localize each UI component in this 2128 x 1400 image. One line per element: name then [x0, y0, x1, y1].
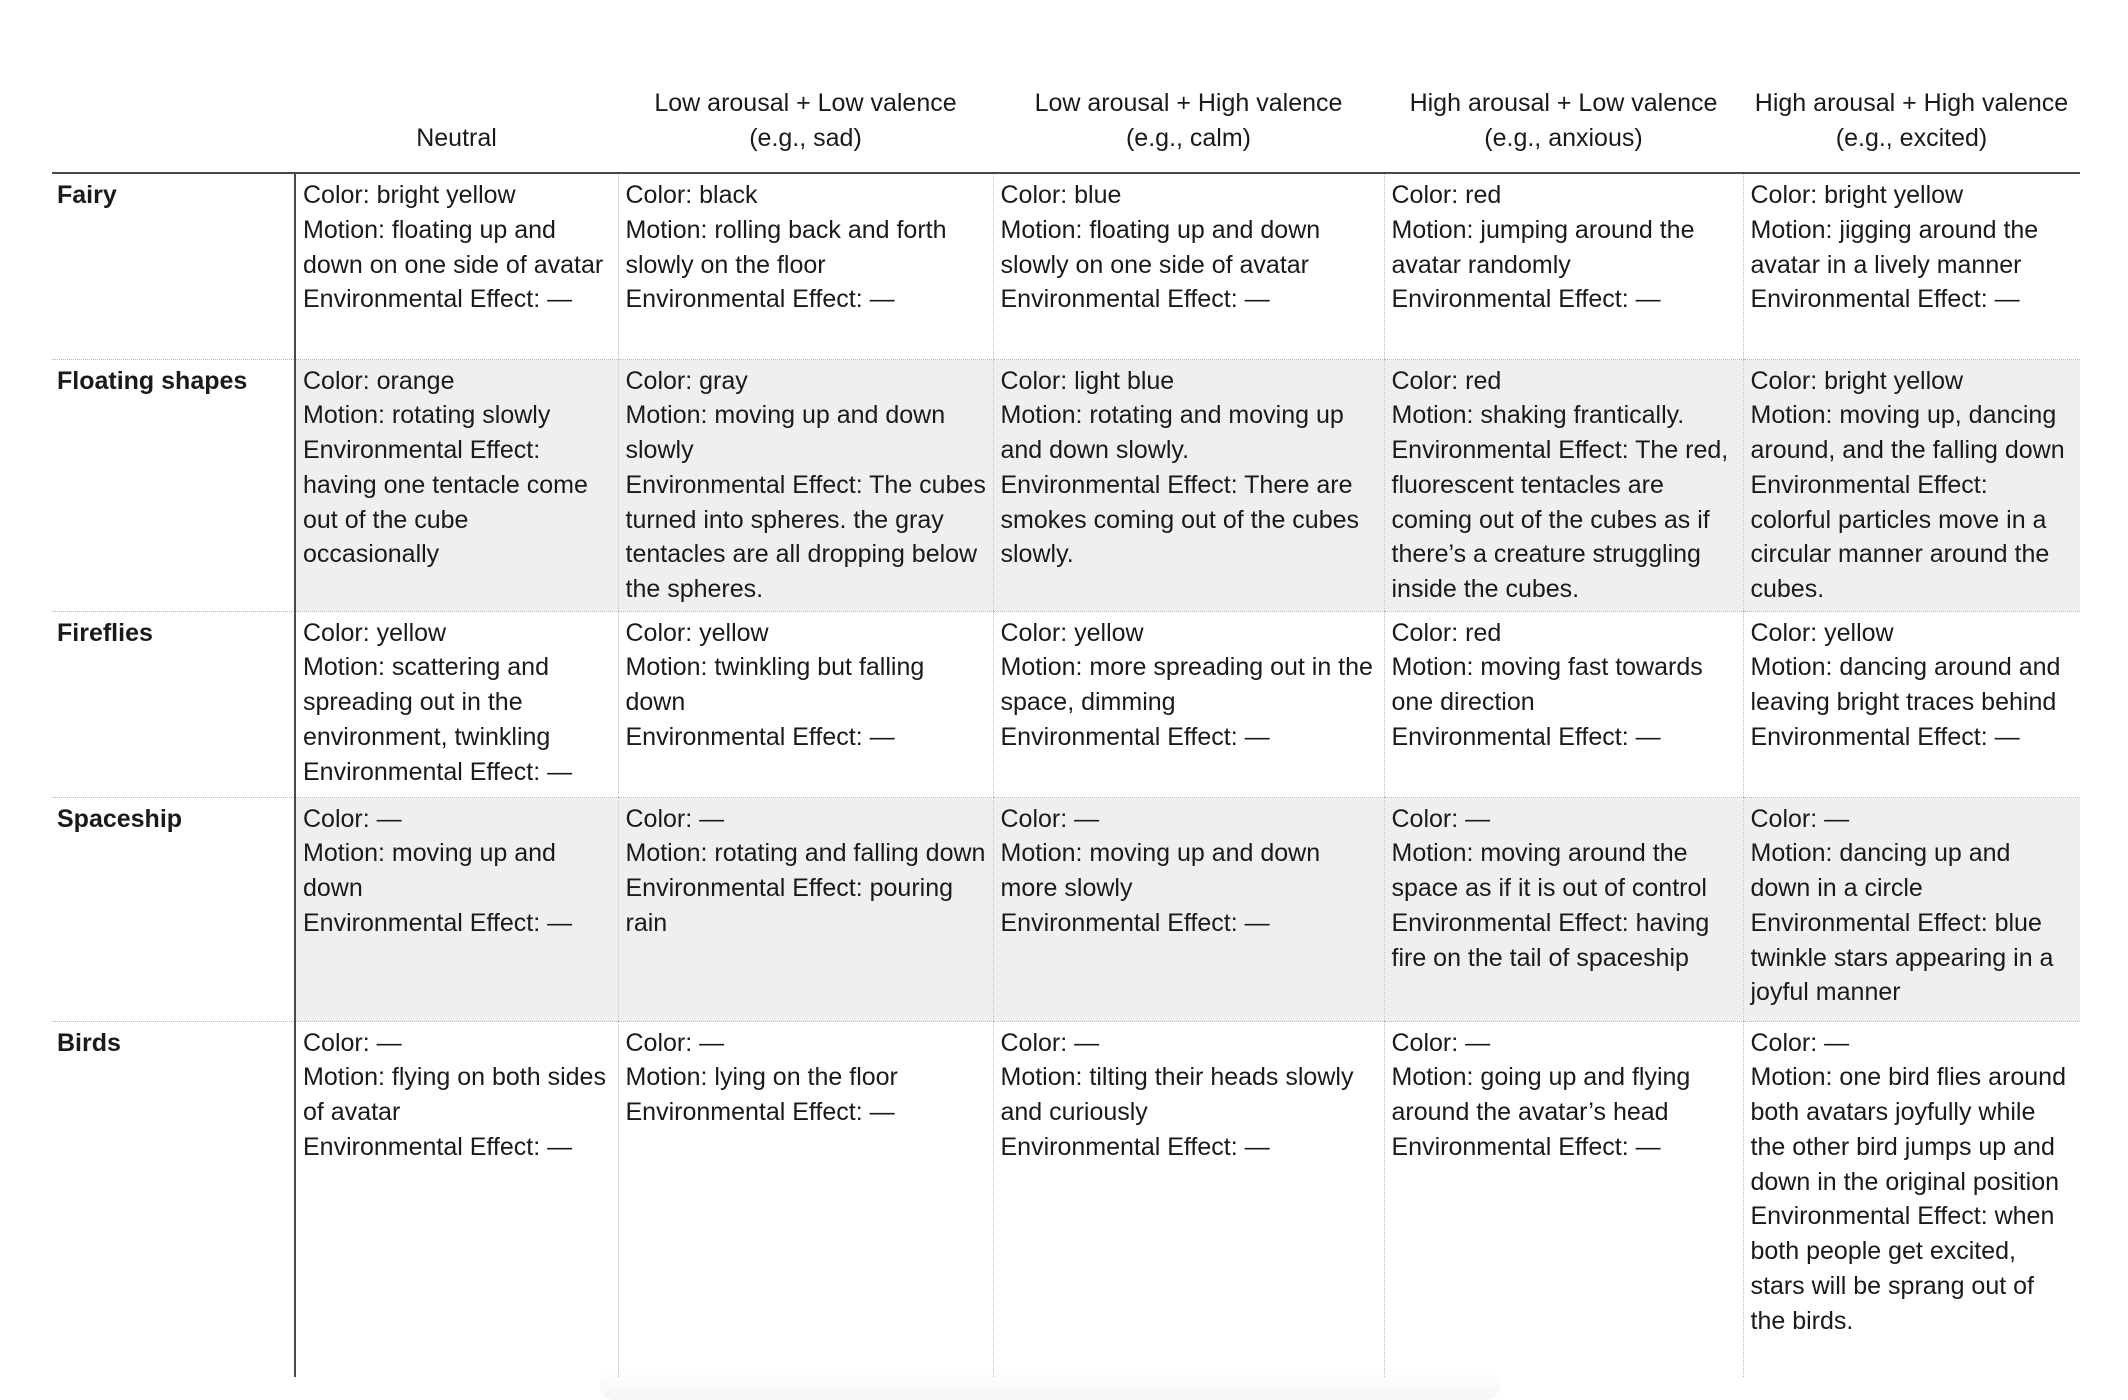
- cell-color: Color: gray: [625, 366, 748, 395]
- table-cell: [295, 797, 618, 1021]
- cell-color: Color: —: [625, 1028, 725, 1057]
- table-cell: [618, 797, 993, 1021]
- cell-motion: Motion: moving fast towards one direction: [1391, 653, 1703, 717]
- table-cell: [993, 797, 1384, 1021]
- cell-motion: Motion: moving up and down slowly: [625, 401, 946, 465]
- table-cell: [295, 1021, 618, 1377]
- table-cell: [1384, 173, 1743, 359]
- table-cell: [1743, 1021, 2080, 1377]
- header-neutral: [295, 0, 618, 173]
- table-row-birds: [52, 1021, 2080, 1377]
- cell-effect: Environmental Effect: The red, fluorescent tentacles are coming out of the cubes as if there’s a creature struggling inside the cubes.: [1391, 436, 1729, 604]
- cell-motion: Motion: scattering and spreading out in the environment, twinkling: [303, 653, 551, 751]
- cell-effect: Environmental Effect: —: [1391, 285, 1661, 314]
- cell-motion: Motion: lying on the floor: [625, 1063, 898, 1092]
- cell-effect: Environmental Effect: There are smokes coming out of the cubes slowly.: [1000, 470, 1360, 569]
- table-cell: [618, 359, 993, 611]
- cell-color: Color: yellow: [1000, 618, 1144, 647]
- mapping-table-container: [52, 0, 2080, 1377]
- cell-color: Color: —: [1391, 1028, 1491, 1057]
- table-cell: [295, 359, 618, 611]
- table-cell: [993, 359, 1384, 611]
- cell-color: Color: —: [1000, 1028, 1100, 1057]
- header-example: (e.g., sad): [749, 124, 862, 152]
- table-cell: [1384, 611, 1743, 797]
- cell-color: Color: red: [1391, 181, 1502, 209]
- cell-color: Color: yellow: [1750, 618, 1894, 647]
- cell-motion: Motion: moving up and down more slowly: [1000, 839, 1321, 903]
- table-row-fairy: [52, 173, 2080, 359]
- table-body: [52, 173, 2080, 1377]
- cell-effect: Environmental Effect: having one tentacle come out of the cube occasionally: [303, 436, 588, 569]
- cell-color: Color: light blue: [1000, 366, 1175, 395]
- cell-color: Color: blue: [1000, 181, 1122, 209]
- cell-effect: Environmental Effect: —: [1750, 722, 2020, 751]
- table-row-spaceship: [52, 797, 2080, 1021]
- cell-color: Color: red: [1391, 618, 1502, 647]
- header-example: (e.g., anxious): [1484, 124, 1643, 152]
- row-label: Spaceship: [52, 797, 295, 1021]
- cell-effect: Environmental Effect: having fire on the tail of spaceship: [1391, 908, 1710, 972]
- table-cell: [1743, 797, 2080, 1021]
- table-cell: [618, 173, 993, 359]
- table-cell: [1384, 359, 1743, 611]
- cell-effect: Environmental Effect: —: [1750, 285, 2020, 314]
- cell-effect: Environmental Effect: —: [1391, 1132, 1661, 1161]
- cell-motion: Motion: one bird flies around both avatars joyfully while the other bird jumps up and down in the original position: [1750, 1063, 2066, 1196]
- cell-motion: Motion: floating up and down on one side of avatar: [303, 215, 604, 279]
- table-cell: [618, 611, 993, 797]
- cell-effect: Environmental Effect: —: [1391, 722, 1661, 751]
- cell-motion: Motion: going up and flying around the avatar’s head: [1391, 1063, 1691, 1127]
- table-cell: [1743, 359, 2080, 611]
- cell-color: Color: black: [625, 181, 758, 209]
- cell-effect: Environmental Effect: —: [1000, 1132, 1270, 1161]
- table-row-fireflies: [52, 611, 2080, 797]
- cell-effect: Environmental Effect: blue twinkle stars appearing in a joyful manner: [1750, 908, 2054, 1007]
- cell-motion: Motion: dancing around and leaving bright traces behind: [1750, 653, 2061, 717]
- cell-color: Color: orange: [303, 366, 455, 395]
- cell-color: Color: —: [303, 1028, 402, 1057]
- cell-color: Color: —: [303, 804, 402, 833]
- cell-effect: Environmental Effect: —: [1000, 285, 1270, 314]
- cell-color: Color: —: [1750, 804, 1850, 833]
- cell-effect: Environmental Effect: —: [303, 908, 573, 937]
- cell-color: Color: red: [1391, 366, 1502, 395]
- cell-color: Color: bright yellow: [1750, 181, 1964, 209]
- row-label: Fireflies: [52, 611, 295, 797]
- cell-color: Color: —: [625, 804, 725, 833]
- table-cell: [993, 611, 1384, 797]
- table-cell: [295, 611, 618, 797]
- cell-color: Color: —: [1750, 1028, 1850, 1057]
- cell-effect: Environmental Effect: —: [1000, 722, 1270, 751]
- cell-effect: Environmental Effect: —: [625, 722, 895, 751]
- cell-motion: Motion: moving around the space as if it is out of control: [1391, 839, 1707, 903]
- cell-motion: Motion: floating up and down slowly on one side of avatar: [1000, 215, 1321, 279]
- table-cell: [295, 173, 618, 359]
- table-cell: [993, 1021, 1384, 1377]
- header-example: (e.g., calm): [1125, 124, 1252, 152]
- cell-effect: Environmental Effect: —: [303, 757, 573, 786]
- cell-motion: Motion: dancing up and down in a circle: [1750, 839, 2011, 903]
- header-title: Neutral: [416, 124, 497, 152]
- cell-effect: Environmental Effect: colorful particles move in a circular manner around the cubes.: [1750, 470, 2050, 604]
- header-low-arousal-high-valence: [993, 0, 1384, 173]
- cell-effect: Environmental Effect: —: [303, 285, 573, 314]
- cell-motion: Motion: rotating and falling down: [625, 839, 986, 868]
- header-row: [52, 0, 2080, 173]
- header-title: High arousal + High valence: [1754, 89, 2069, 117]
- header-low-arousal-low-valence: [618, 0, 993, 173]
- cell-color: Color: bright yellow: [1750, 366, 1964, 395]
- cell-effect: Environmental Effect: pouring rain: [625, 874, 954, 937]
- mapping-table: [52, 0, 2080, 1377]
- cell-effect: Environmental Effect: —: [625, 285, 895, 314]
- row-label: Floating shapes: [52, 359, 295, 611]
- cell-color: Color: —: [1391, 804, 1491, 833]
- table-cell: [1743, 611, 2080, 797]
- cell-motion: Motion: moving up, dancing around, and the falling down: [1750, 401, 2065, 465]
- header-high-arousal-low-valence: [1384, 0, 1743, 173]
- table-cell: [618, 1021, 993, 1377]
- cell-motion: Motion: flying on both sides of avatar: [303, 1063, 606, 1127]
- cell-motion: Motion: jumping around the avatar randomly: [1391, 215, 1695, 279]
- header-title: Low arousal + High valence: [1034, 89, 1343, 117]
- header-title: Low arousal + Low valence: [654, 89, 957, 117]
- header-high-arousal-high-valence: [1743, 0, 2080, 173]
- cell-effect: Environmental Effect: —: [625, 1098, 895, 1127]
- table-cell: [993, 173, 1384, 359]
- cell-motion: Motion: more spreading out in the space, dimming: [1000, 653, 1373, 717]
- cell-effect: Environmental Effect: —: [1000, 908, 1270, 937]
- cell-motion: Motion: tilting their heads slowly and curiously: [1000, 1063, 1354, 1127]
- header-title: High arousal + Low valence: [1409, 89, 1718, 117]
- cell-effect: Environmental Effect: The cubes turned into spheres. the gray tentacles are all dropping below the spheres.: [625, 470, 986, 604]
- table-cell: [1384, 1021, 1743, 1377]
- cell-motion: Motion: shaking frantically.: [1391, 401, 1685, 430]
- table-row-floating-shapes: [52, 359, 2080, 611]
- table-cell: [1384, 797, 1743, 1021]
- header-corner: [52, 0, 295, 173]
- cell-effect: Environmental Effect: when both people get excited, stars will be sprang out of the birds.: [1750, 1202, 2055, 1335]
- cell-color: Color: yellow: [625, 618, 769, 647]
- cell-color: Color: bright yellow: [303, 181, 516, 209]
- table-cell: [1743, 173, 2080, 359]
- page-edge-shadow: [600, 1370, 1500, 1400]
- cell-color: Color: yellow: [303, 618, 447, 647]
- cell-color: Color: —: [1000, 804, 1100, 833]
- cell-motion: Motion: twinkling but falling down: [625, 653, 925, 717]
- row-label: Birds: [52, 1021, 295, 1377]
- row-label: Fairy: [52, 173, 295, 359]
- cell-motion: Motion: rolling back and forth slowly on the floor: [625, 215, 947, 279]
- header-example: (e.g., excited): [1835, 124, 1988, 152]
- cell-motion: Motion: jigging around the avatar in a lively manner: [1750, 215, 2039, 279]
- cell-motion: Motion: moving up and down: [303, 839, 556, 903]
- cell-effect: Environmental Effect: —: [303, 1132, 573, 1161]
- cell-motion: Motion: rotating slowly: [303, 401, 551, 430]
- table-header: [52, 0, 2080, 173]
- cell-motion: Motion: rotating and moving up and down slowly.: [1000, 401, 1344, 465]
